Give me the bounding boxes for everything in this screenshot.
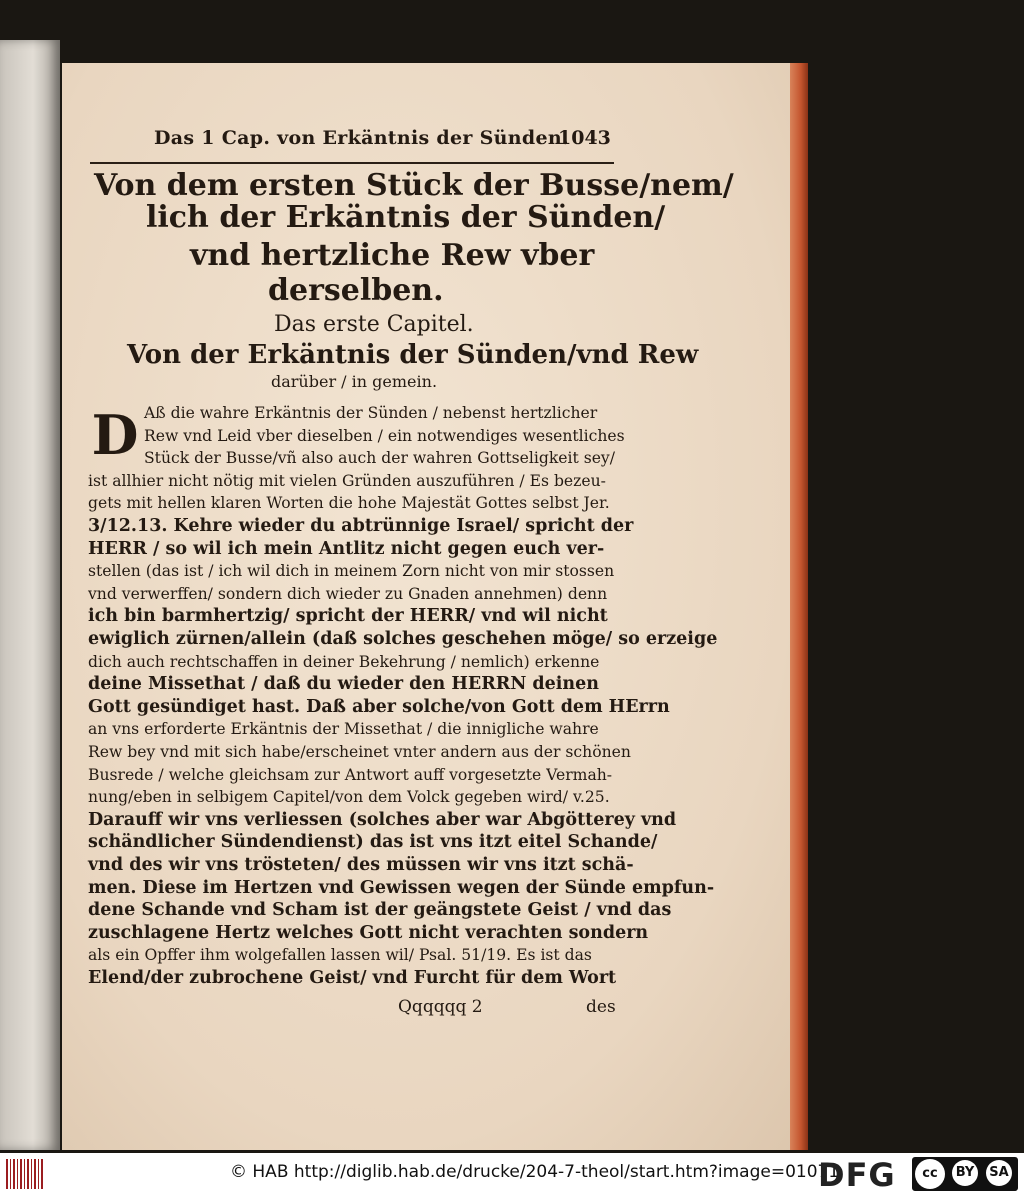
- body-line: dene Schande vnd Scham ist der geängstete Geist / vnd das: [88, 900, 672, 921]
- body-line: Rew bey vnd mit sich habe/erscheinet vnter andern aus der schönen: [88, 743, 631, 761]
- body-line: an vns erforderte Erkäntnis der Missethat / die innigliche wahre: [88, 720, 599, 739]
- body-line: men. Diese im Hertzen vnd Gewissen wegen der Sünde empfun-: [88, 877, 715, 898]
- previous-page-edge: [0, 40, 60, 1150]
- chapter-label: Das erste Capitel.: [274, 312, 474, 337]
- cc-license-badge[interactable]: [912, 1157, 1018, 1191]
- catchword: des: [586, 997, 616, 1017]
- chapter-subtitle: darüber / in gemein.: [271, 372, 438, 391]
- body-line: vnd des wir vns trösteten/ des müssen wir vns itzt schä-: [88, 855, 634, 875]
- body-line: Elend/der zubrochene Geist/ vnd Furcht für dem Wort: [88, 968, 617, 988]
- viewer-footer: [0, 1153, 1024, 1194]
- title-line: lich der Erkäntnis der Sünden/: [146, 200, 666, 235]
- body-line: stellen (das ist / ich wil dich in meinem Zorn nicht von mir stossen: [88, 562, 615, 581]
- body-line: Darauff wir vns verliessen (solches aber war Abgötterey vnd: [88, 809, 677, 830]
- body-line: Aß die wahre Erkäntnis der Sünden / nebenst hertzlicher: [144, 404, 598, 422]
- header-rule: [90, 162, 614, 164]
- drop-cap-initial: D: [91, 403, 139, 467]
- body-line: ist allhier nicht nötig mit vielen Gründen auszuführen / Es bezeu-: [88, 471, 606, 490]
- cc-icon: cc: [915, 1159, 945, 1189]
- page-fore-edge: [790, 63, 808, 1150]
- barcode-icon: [6, 1159, 44, 1189]
- body-line: deine Missethat / daß du wieder den HERRN deinen: [88, 674, 600, 695]
- body-line: 3/12.13. Kehre wieder du abtrünnige Israel/ spricht der: [88, 516, 634, 536]
- page-number: 1043: [558, 127, 611, 149]
- body-line: Busrede / welche gleichsam zur Antwort auff vorgesetzte Vermah-: [88, 765, 613, 784]
- title-line: vnd hertzliche Rew vber: [190, 238, 595, 273]
- dfg-logo: DFG: [818, 1156, 896, 1194]
- running-head: Das 1 Cap. von Erkäntnis der Sünden.: [154, 127, 569, 149]
- body-line: nung/eben in selbigem Capitel/von dem Volck gegeben wird/ v.25.: [88, 788, 610, 807]
- signature-mark: Qqqqqq 2: [398, 997, 483, 1017]
- by-icon: BY: [952, 1160, 978, 1186]
- body-line: ewiglich zürnen/allein (daß solches geschehen möge/ so erzeige: [88, 629, 718, 649]
- body-line: ich bin barmhertzig/ spricht der HERR/ vnd wil nicht: [88, 606, 608, 627]
- body-line: Gott gesündiget hast. Daß aber solche/von Gott dem HErrn: [88, 696, 670, 717]
- body-line: Stück der Busse/vñ also auch der wahren Gottseligkeit sey/: [144, 449, 615, 468]
- title-line: derselben.: [268, 273, 444, 308]
- body-line: gets mit hellen klaren Worten die hohe Majestät Gottes selbst Jer.: [88, 494, 610, 513]
- body-line: HERR / so wil ich mein Antlitz nicht gegen euch ver-: [88, 538, 605, 559]
- title-line: Von dem ersten Stück der Busse/nem/: [94, 168, 734, 203]
- body-line: zuschlagene Hertz welches Gott nicht verachten sondern: [88, 922, 649, 943]
- source-link[interactable]: © HAB http://diglib.hab.de/drucke/204-7-theol/start.htm?image=01071: [230, 1162, 840, 1182]
- body-line: vnd verwerffen/ sondern dich wieder zu Gnaden annehmen) denn: [88, 584, 608, 603]
- body-line: dich auch rechtschaffen in deiner Bekehrung / nemlich) erkenne: [88, 652, 600, 671]
- body-line: schändlicher Sündendienst) das ist vns itzt eitel Schande/: [88, 832, 658, 853]
- chapter-subtitle: Von der Erkäntnis der Sünden/vnd Rew: [127, 340, 699, 370]
- sa-icon: SA: [986, 1160, 1012, 1186]
- body-line: Rew vnd Leid vber dieselben / ein notwendiges wesentliches: [144, 426, 625, 445]
- body-line: als ein Opffer ihm wolgefallen lassen wil/ Psal. 51/19. Es ist das: [88, 946, 592, 965]
